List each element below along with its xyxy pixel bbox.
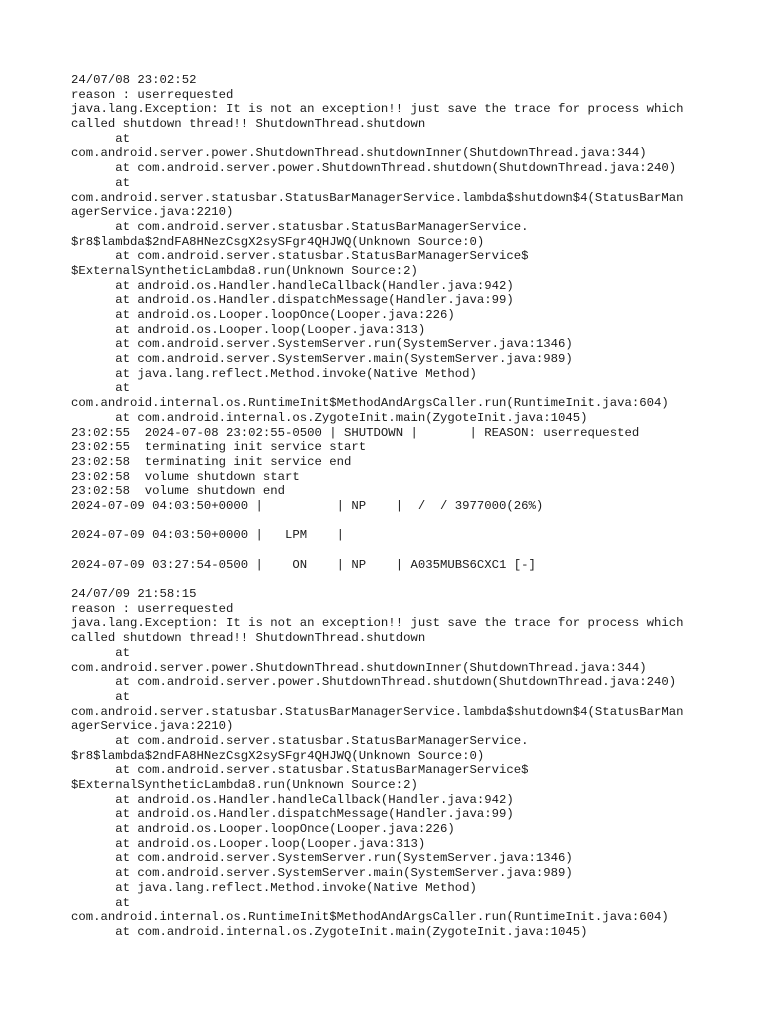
log-line: at	[71, 645, 131, 660]
log-line: at android.os.Handler.handleCallback(Handler.java:942)	[71, 278, 514, 293]
log-line: 23:02:58 volume shutdown end	[71, 484, 286, 499]
log-line: $r8$lambda$2ndFA8HNezCsgX2sySFgr4QHJWQ(Unknown Source:0)	[71, 234, 485, 249]
log-line: 2024-07-09 03:27:54-0500 | ON | NP | A035MUBS6CXC1 [-]	[71, 557, 536, 572]
log-line: at com.android.server.SystemServer.main(SystemServer.java:989)	[71, 866, 573, 881]
log-line: 23:02:58 volume shutdown start	[71, 469, 300, 484]
log-line: called shutdown thread!! ShutdownThread.shutdown	[71, 631, 426, 646]
log-line: 23:02:55 2024-07-08 23:02:55-0500 | SHUTDOWN | | REASON: userrequested	[71, 425, 640, 440]
log-line: 24/07/08 23:02:52	[71, 73, 197, 87]
log-document	[71, 73, 751, 940]
log-line: at com.android.server.statusbar.StatusBarManagerService.	[71, 733, 529, 748]
log-line: at android.os.Looper.loop(Looper.java:313)	[71, 836, 426, 851]
log-line: at android.os.Handler.handleCallback(Handler.java:942)	[71, 792, 514, 807]
log-line: at com.android.server.statusbar.StatusBarManagerService$	[71, 763, 529, 778]
log-line: at android.os.Handler.dispatchMessage(Handler.java:99)	[71, 807, 514, 822]
log-line: $r8$lambda$2ndFA8HNezCsgX2sySFgr4QHJWQ(Unknown Source:0)	[71, 748, 485, 763]
log-line: at com.android.server.power.ShutdownThread.shutdown(ShutdownThread.java:240)	[71, 161, 677, 176]
log-line: at com.android.server.statusbar.StatusBarManagerService.	[71, 219, 529, 234]
log-line: at	[71, 175, 131, 190]
log-line: at com.android.server.SystemServer.run(SystemServer.java:1346)	[71, 851, 573, 866]
log-line: com.android.server.power.ShutdownThread.shutdownInner(ShutdownThread.java:344)	[71, 146, 647, 161]
log-line: at android.os.Looper.loopOnce(Looper.java:226)	[71, 308, 455, 322]
log-line: com.android.server.statusbar.StatusBarManagerService.lambda$shutdown$4(StatusBarMan	[71, 190, 684, 205]
log-line: at com.android.internal.os.ZygoteInit.main(ZygoteInit.java:1045)	[71, 924, 588, 939]
log-line: at android.os.Looper.loopOnce(Looper.java:226)	[71, 822, 455, 837]
log-line: at com.android.server.SystemServer.run(SystemServer.java:1346)	[71, 337, 573, 352]
log-line: at android.os.Looper.loop(Looper.java:313)	[71, 322, 426, 337]
log-line: at com.android.server.statusbar.StatusBarManagerService$	[71, 249, 529, 264]
log-line: java.lang.Exception: It is not an exception!! just save the trace for process which	[71, 616, 684, 631]
log-line: reason : userrequested	[71, 601, 234, 616]
log-line: called shutdown thread!! ShutdownThread.shutdown	[71, 117, 426, 132]
log-line: at com.android.server.SystemServer.main(SystemServer.java:989)	[71, 352, 573, 367]
log-line: 2024-07-09 04:03:50+0000 | | NP | / / 3977000(26%)	[71, 498, 544, 513]
log-line: 24/07/09 21:58:15	[71, 587, 197, 602]
log-line	[71, 572, 751, 587]
log-line: com.android.internal.os.RuntimeInit$MethodAndArgsCaller.run(RuntimeInit.java:604)	[71, 910, 669, 925]
log-line: java.lang.Exception: It is not an exception!! just save the trace for process which	[71, 102, 684, 117]
log-line: reason : userrequested	[71, 87, 234, 102]
log-line: at	[71, 131, 131, 146]
log-line: at com.android.internal.os.ZygoteInit.main(ZygoteInit.java:1045)	[71, 410, 588, 425]
log-line: $ExternalSyntheticLambda8.run(Unknown Source:2)	[71, 263, 418, 278]
log-line: agerService.java:2210)	[71, 719, 234, 734]
log-line	[71, 514, 751, 529]
log-line: 23:02:55 terminating init service start	[71, 440, 367, 455]
log-line: at	[71, 689, 131, 704]
log-line: 23:02:58 terminating init service end	[71, 454, 352, 469]
log-line: at java.lang.reflect.Method.invoke(Native Method)	[71, 880, 477, 895]
log-line: com.android.server.statusbar.StatusBarManagerService.lambda$shutdown$4(StatusBarMan	[71, 704, 684, 719]
log-line: at com.android.server.power.ShutdownThread.shutdown(ShutdownThread.java:240)	[71, 675, 677, 690]
log-line: at	[71, 895, 131, 910]
log-line: com.android.internal.os.RuntimeInit$MethodAndArgsCaller.run(RuntimeInit.java:604)	[71, 396, 669, 411]
log-line: com.android.server.power.ShutdownThread.shutdownInner(ShutdownThread.java:344)	[71, 660, 647, 675]
log-line: agerService.java:2210)	[71, 205, 234, 220]
log-line: at java.lang.reflect.Method.invoke(Native Method)	[71, 366, 477, 381]
log-line: $ExternalSyntheticLambda8.run(Unknown Source:2)	[71, 778, 418, 792]
log-line	[71, 543, 751, 558]
log-line: at android.os.Handler.dispatchMessage(Handler.java:99)	[71, 293, 514, 308]
log-line: 2024-07-09 04:03:50+0000 | LPM |	[71, 528, 345, 543]
log-line: at	[71, 381, 131, 396]
